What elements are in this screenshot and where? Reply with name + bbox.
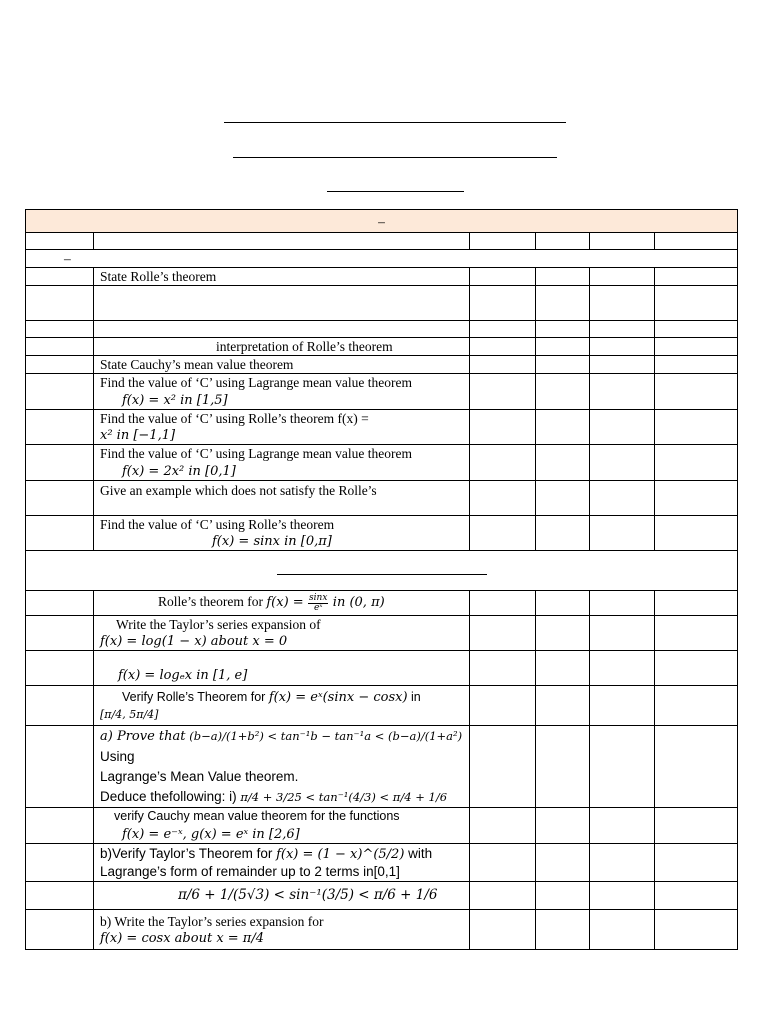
fraction: $\frac{\sin x}{\text{eˣ}}$ — [309, 592, 328, 613]
table-row — [26, 808, 738, 844]
col-header-5 — [590, 233, 655, 250]
col-header-question — [94, 233, 470, 250]
question-cell — [94, 445, 470, 481]
table-row — [26, 516, 738, 551]
question-cell — [94, 808, 470, 844]
question-line — [100, 787, 463, 807]
table-row — [26, 445, 738, 481]
question-math: f(x) = — [266, 595, 304, 611]
table-row — [26, 410, 738, 445]
question-cell — [94, 374, 470, 410]
question-cell — [94, 844, 470, 882]
question-math: (b−a)/(1+b²) < tan⁻¹b − tan⁻¹a < (b−a)/(1+a²) — [189, 729, 463, 743]
question-math: f(x) = log(1 − x) about x = 0 — [100, 634, 288, 649]
table-row — [26, 686, 738, 726]
question-cell: interpretation of Rolle’s theorem — [94, 338, 470, 356]
sno-cell — [26, 268, 94, 286]
table-row — [26, 338, 738, 356]
column-header-row — [26, 233, 738, 250]
title-line-2 — [233, 157, 557, 158]
question-text: Find the value of ‘C’ using Lagrange mean value theorem — [100, 375, 413, 390]
table-row — [26, 374, 738, 410]
col-header-sno — [26, 233, 94, 250]
part-b-underline — [277, 574, 487, 575]
table-row — [26, 651, 738, 686]
question-cell — [94, 726, 470, 808]
table-row — [26, 882, 738, 910]
header-dash: – — [26, 210, 738, 233]
question-text: b) Write the Taylor’s series expansion for — [100, 913, 324, 929]
part-a-dash: – — [26, 250, 738, 268]
table-row — [26, 321, 738, 338]
col-header-6 — [655, 233, 738, 250]
question-cell: State Cauchy’s mean value theorem — [94, 356, 470, 374]
question-text: Rolle’s theorem for — [158, 594, 263, 610]
question-math: f(x) = x² in [1,5] — [122, 393, 228, 408]
question-cell: Give an example which does not satisfy the Rolle’s — [94, 481, 470, 516]
table-row — [26, 910, 738, 950]
question-text: b)Verify Taylor’s Theorem for — [100, 846, 273, 861]
part-b-heading — [26, 551, 738, 591]
part-b-row — [26, 551, 738, 591]
question-cell: State Rolle’s theorem — [94, 268, 470, 286]
question-math: f(x) = (1 − x)^(5/2) — [276, 847, 405, 862]
question-math: f(x) = e⁻ˣ, g(x) = eˣ in [2,6] — [122, 827, 300, 842]
table-row — [26, 726, 738, 808]
question-cell — [94, 651, 470, 686]
question-cell — [94, 686, 470, 726]
question-text: Write the Taylor’s series expansion of — [116, 617, 321, 632]
question-text: Lagrange’s Mean Value theorem. — [100, 769, 299, 784]
col-header-4 — [536, 233, 590, 250]
question-line — [100, 689, 463, 706]
question-math: f(x) = logₑx in [1, e] — [118, 668, 248, 683]
question-math: f(x) = 2x² in [0,1] — [122, 464, 236, 479]
question-cell: π/6 + 1/(5√3) < sin⁻¹(3/5) < π/6 + 1/6 — [94, 882, 470, 910]
question-line — [100, 845, 463, 863]
title-line-3 — [327, 191, 464, 192]
part-a-row — [26, 250, 738, 268]
question-text: Lagrange’s form of remainder up to 2 terms in[0,1] — [100, 864, 400, 879]
question-text: verify Cauchy mean value theorem for the functions — [114, 809, 400, 823]
question-text: in — [411, 689, 421, 704]
question-math: f(x) = cosx about x = π/4 — [100, 930, 264, 946]
question-text: Using — [100, 749, 135, 764]
question-cell — [94, 410, 470, 445]
question-text: Find the value of ‘C’ using Rolle’s theorem — [100, 517, 335, 532]
question-math: π/4 + 3/25 < tan⁻¹(4/3) < π/4 + 1/6 — [240, 790, 448, 804]
col-header-3 — [470, 233, 536, 250]
table-row — [26, 268, 738, 286]
question-text: Find the value of ‘C’ using Lagrange mean value theorem — [100, 446, 413, 461]
question-text: Deduce thefollowing: i) — [100, 789, 237, 804]
question-text: Find the value of ‘C’ using Rolle’s theorem f(x) = — [100, 411, 369, 426]
question-text: Verify Rolle’s Theorem for — [122, 689, 266, 704]
question-math: f(x) = eˣ(sinx − cosx) — [268, 689, 408, 705]
question-cell — [94, 591, 470, 616]
question-math: [π/4, 5π/4] — [100, 707, 159, 721]
table-row — [26, 591, 738, 616]
table-row — [26, 481, 738, 516]
question-bank-table — [25, 209, 738, 950]
question-cell — [94, 910, 470, 950]
question-line — [100, 726, 463, 767]
table-row — [26, 286, 738, 321]
question-text: a) Prove that — [100, 729, 186, 744]
question-text: with — [408, 846, 433, 861]
header-row — [26, 210, 738, 233]
table-row — [26, 356, 738, 374]
question-math: f(x) = sinx in [0,π] — [212, 534, 332, 549]
title-line-1 — [224, 122, 566, 123]
question-math: x² in [−1,1] — [100, 428, 176, 443]
question-math: in (0, π) — [332, 595, 385, 611]
table-row — [26, 616, 738, 651]
question-cell — [94, 516, 470, 551]
question-cell — [94, 616, 470, 651]
table-row — [26, 844, 738, 882]
